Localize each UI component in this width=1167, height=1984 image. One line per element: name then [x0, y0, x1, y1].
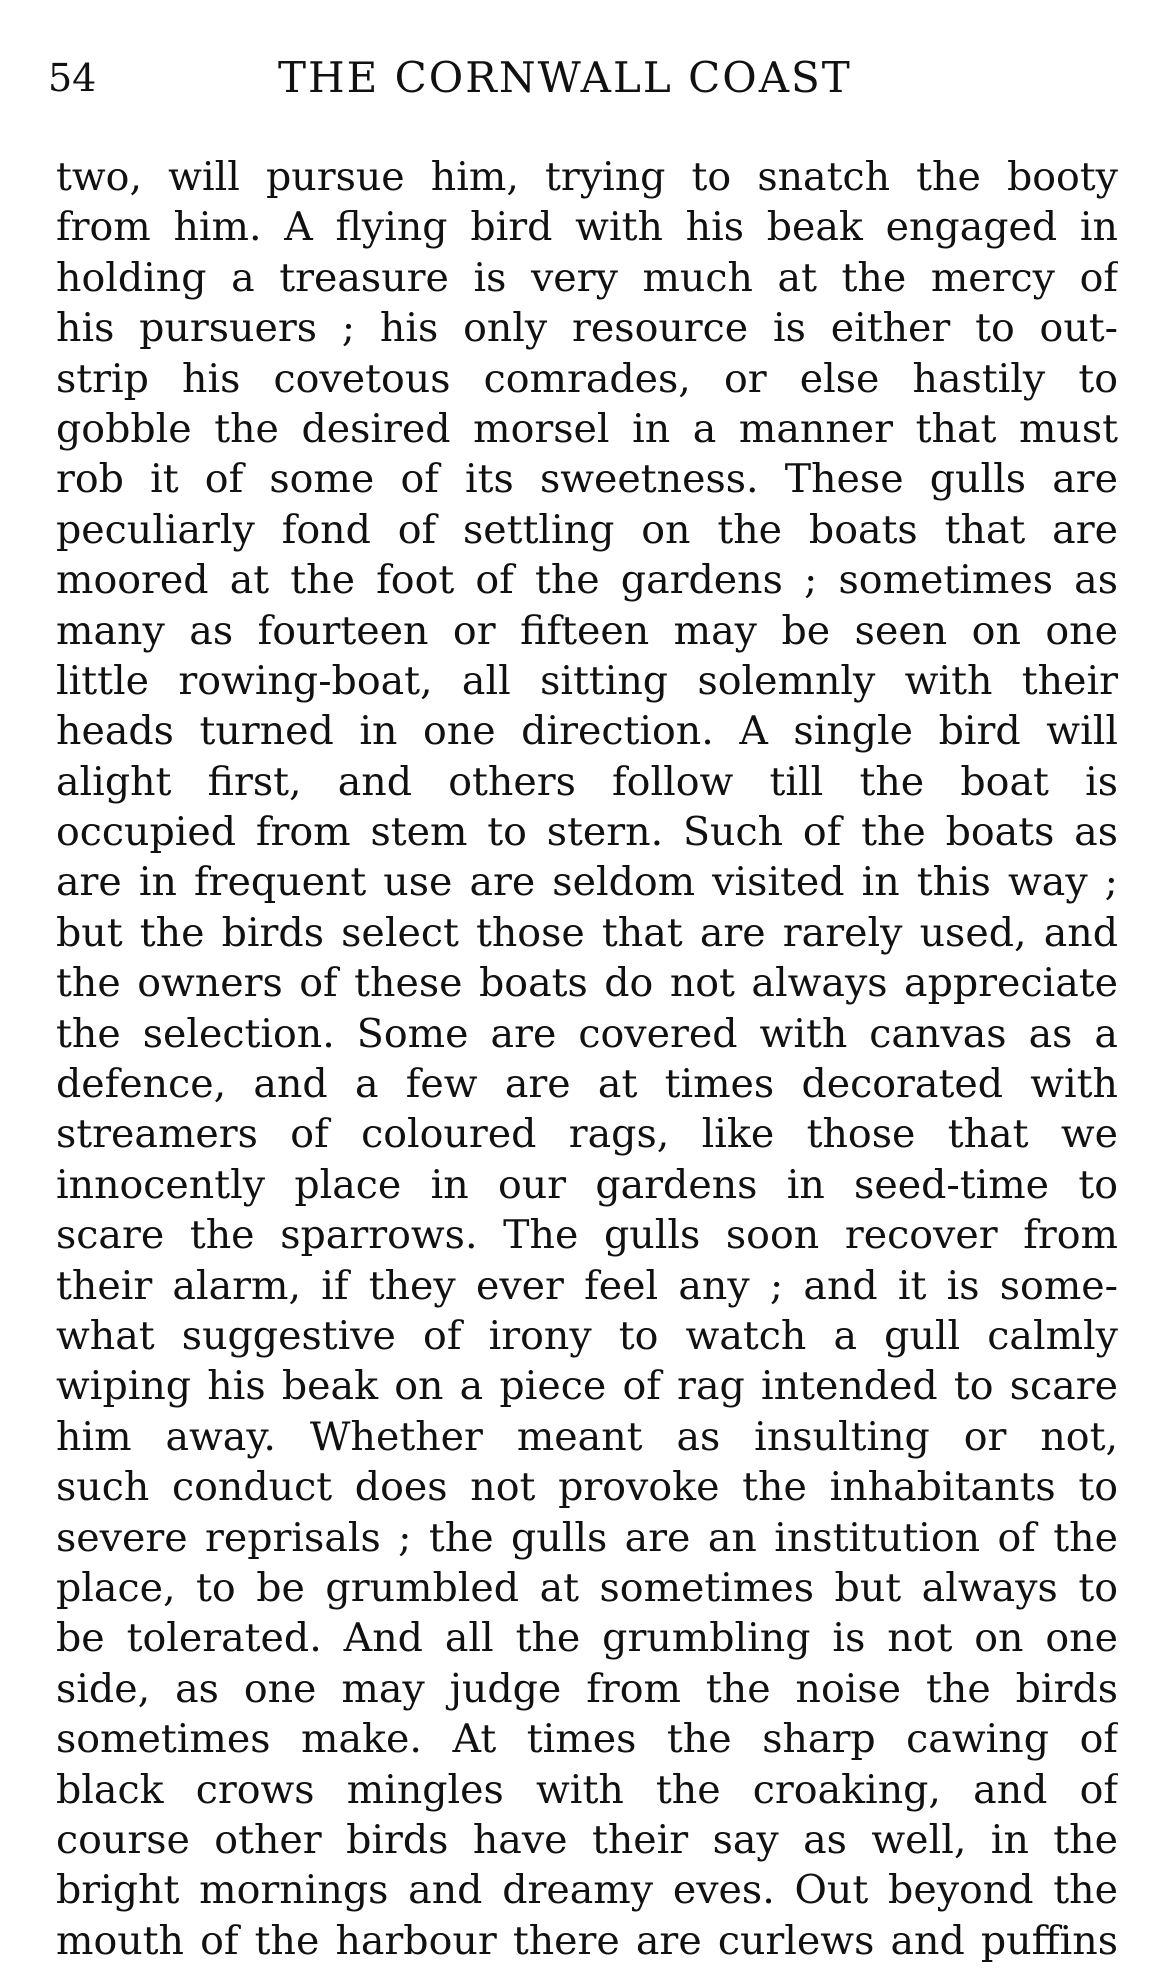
text-line: but the birds select those that are rarely used, and	[56, 909, 1118, 956]
text-line: black crows mingles with the croaking, and of	[56, 1766, 1118, 1813]
page-number: 54	[48, 56, 97, 100]
text-line: scare the sparrows. The gulls soon recover from	[56, 1212, 1118, 1259]
body-text	[56, 152, 1118, 1966]
text-line: severe reprisals ; the gulls are an institution of the	[56, 1514, 1118, 1561]
text-line: heads turned in one direction. A single bird will	[56, 708, 1118, 755]
text-line: occupied from stem to stern. Such of the boats as	[56, 809, 1118, 856]
text-line: holding a treasure is very much at the mercy of	[56, 254, 1118, 301]
text-line: many as fourteen or fifteen may be seen on one	[56, 607, 1118, 654]
text-line: place, to be grumbled at sometimes but always to	[56, 1564, 1118, 1611]
page-header	[48, 48, 1123, 108]
text-line: mouth of the harbour there are curlews and puffins	[56, 1917, 1118, 1964]
text-line: be tolerated. And all the grumbling is not on one	[56, 1615, 1118, 1662]
text-line: what suggestive of irony to watch a gull calmly	[56, 1312, 1118, 1359]
text-line: wiping his beak on a piece of rag intended to scare	[56, 1363, 1118, 1410]
text-line: sometimes make. At times the sharp cawing of	[56, 1716, 1118, 1763]
running-title: THE CORNWALL COAST	[278, 53, 852, 102]
text-line: such conduct does not provoke the inhabitants to	[56, 1464, 1118, 1511]
text-line: streamers of coloured rags, like those that we	[56, 1111, 1118, 1158]
text-line: alight first, and others follow till the boat is	[56, 758, 1118, 805]
text-line: side, as one may judge from the noise the birds	[56, 1665, 1118, 1712]
text-line: their alarm, if they ever feel any ; and it is some-	[56, 1262, 1118, 1309]
text-line: bright mornings and dreamy eves. Out beyond the	[56, 1867, 1118, 1914]
text-line: his pursuers ; his only resource is either to out-	[56, 305, 1118, 352]
text-line: strip his covetous comrades, or else hastily to	[56, 355, 1118, 402]
text-line: from him. A flying bird with his beak engaged in	[56, 204, 1118, 251]
text-line: rob it of some of its sweetness. These gulls are	[56, 456, 1118, 503]
text-line: defence, and a few are at times decorated with	[56, 1061, 1118, 1108]
text-line: are in frequent use are seldom visited in this way ;	[56, 859, 1118, 906]
text-line: moored at the foot of the gardens ; sometimes as	[56, 557, 1118, 604]
text-line: the selection. Some are covered with canvas as a	[56, 1010, 1118, 1057]
text-line: gobble the desired morsel in a manner that must	[56, 405, 1118, 452]
text-line: the owners of these boats do not always appreciate	[56, 960, 1118, 1007]
text-line: little rowing-boat, all sitting solemnly with their	[56, 657, 1118, 704]
text-line: peculiarly fond of settling on the boats that are	[56, 506, 1118, 553]
text-line: two, will pursue him, trying to snatch the booty	[56, 154, 1118, 200]
text-line: him away. Whether meant as insulting or not,	[56, 1413, 1118, 1460]
text-line: course other birds have their say as well, in the	[56, 1816, 1118, 1863]
text-line: innocently place in our gardens in seed-time to	[56, 1161, 1118, 1208]
